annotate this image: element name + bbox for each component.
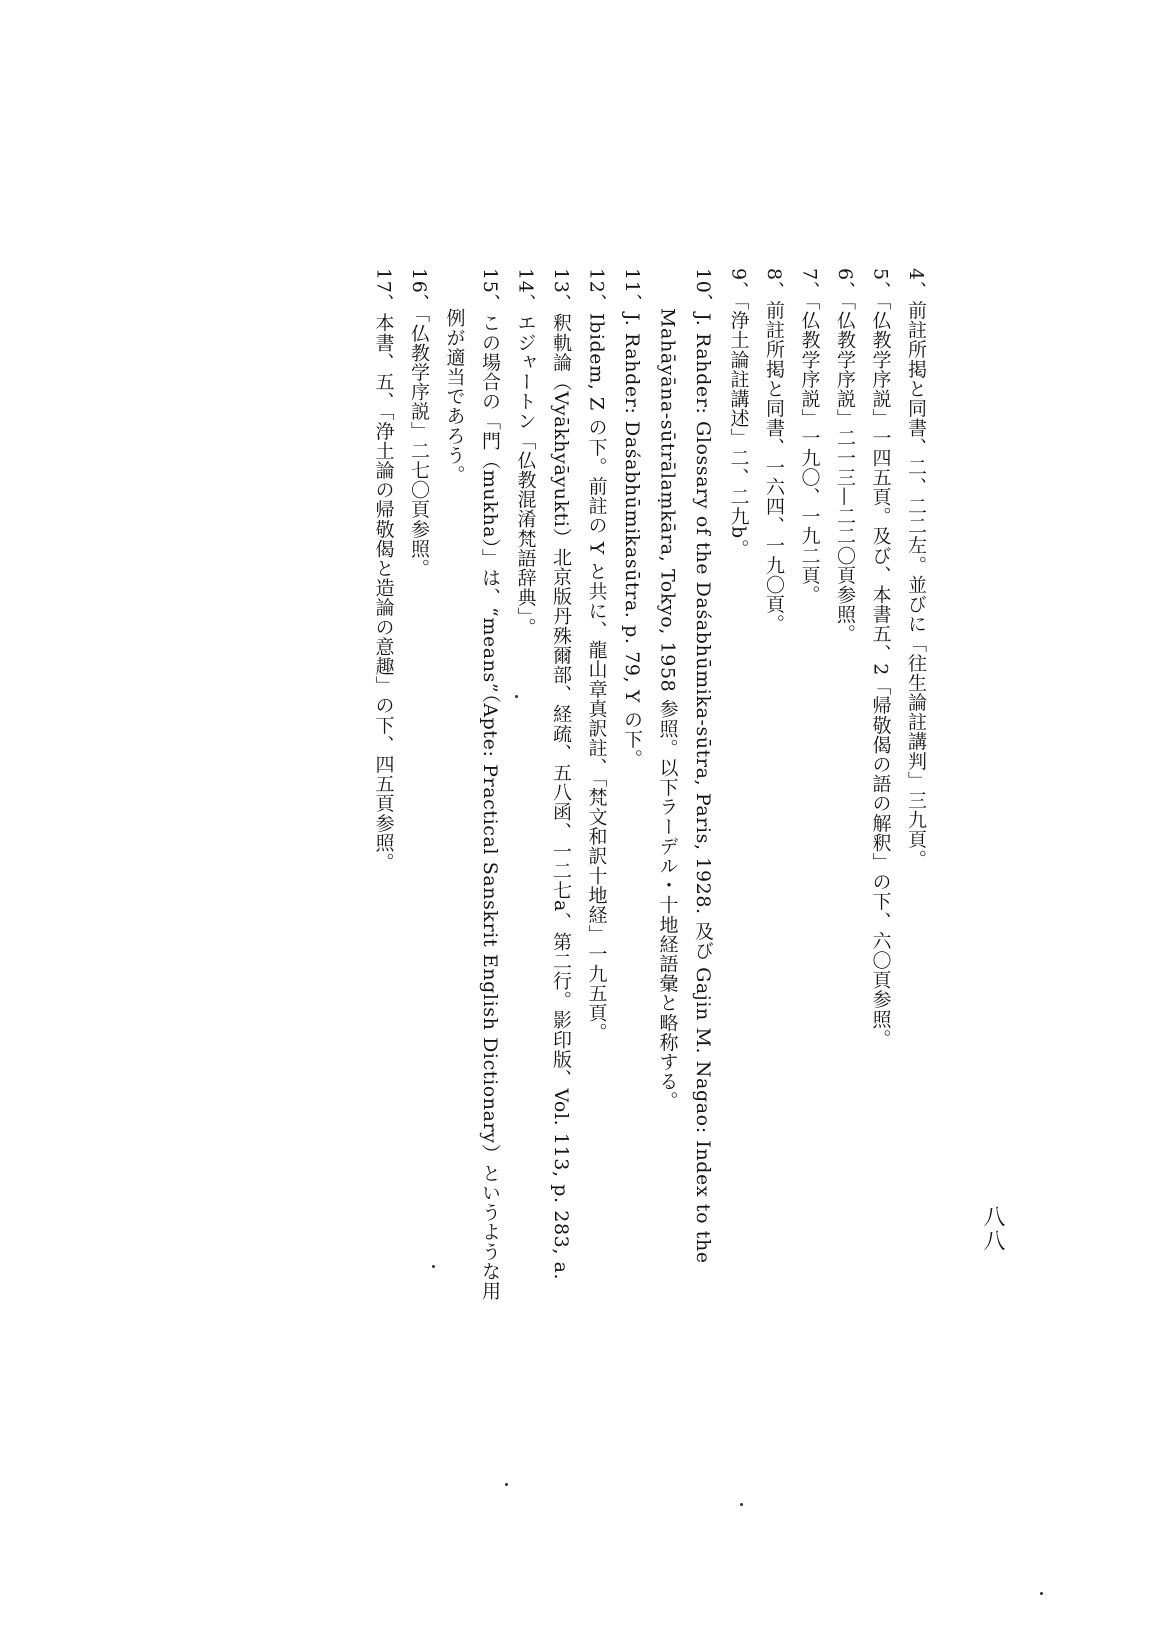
scan-speck [515, 695, 518, 698]
footnote-item [791, 268, 827, 1498]
footnote-number: 17、 [372, 268, 395, 313]
footnote-continuation: Mahāyāna-sūtrālaṃkāra, Tokyo, 1958 参照。以下ラーデル・十地経語彙と略称する。 [656, 308, 679, 1111]
footnote-text: 「仏教学序説」二七〇頁参照。 [408, 312, 430, 578]
footnote-item [614, 268, 650, 1498]
footnote-item [720, 268, 756, 1498]
footnotes-column [365, 268, 933, 1498]
footnote-text: 「仏教学序説」二一三—二二〇頁参照。 [834, 300, 856, 644]
footnote-item [507, 268, 543, 1498]
footnote-item [898, 268, 934, 1498]
footnote-text: エジャートン「仏教混淆梵語辞典」。 [514, 312, 537, 637]
footnote-item [365, 268, 401, 1498]
footnote-item [685, 268, 721, 1498]
footnote-item [543, 268, 579, 1498]
scan-speck [740, 1503, 743, 1506]
footnote-number: 6、 [834, 268, 856, 301]
footnote-item [401, 268, 437, 1498]
footnote-number: 12、 [585, 268, 608, 313]
footnote-item [862, 268, 898, 1498]
footnote-text: 前註所掲と同書、二、二二左。並びに「往生論註講判」三九頁。 [905, 300, 927, 869]
footnote-text: 「仏教学序説」一九〇、一九二頁。 [798, 300, 821, 605]
footnote-number: 14、 [514, 268, 537, 313]
footnote-text: 釈軌論（Vyākhyāyukti）北京版丹殊爾部、経疏、五八函、一二七a、第二行。影印版、Vol. 113, p. 283, a. [550, 312, 572, 1281]
page-number: 八八 [980, 1205, 1005, 1253]
footnote-item [827, 268, 863, 1498]
footnote-number: 11、 [621, 268, 643, 313]
footnote-text: J. Rahder: Glossary of the Daśabhūmika-sūtra, Paris, 1928. 及び Gajin M. Nagao: Index to the [692, 312, 714, 1264]
footnote-number: 5、 [869, 268, 892, 301]
footnote-text: この場合の「門（mukha）」は、“means”（Apte: Practical Sanskrit English Dictionary）というような用 [479, 312, 501, 1301]
footnote-number: 15、 [479, 268, 501, 313]
footnote-item [756, 268, 792, 1498]
footnote-item [578, 268, 614, 1498]
footnote-text: 前註所掲と同書、一六四、一九〇頁。 [763, 300, 785, 634]
footnote-number: 9、 [727, 268, 750, 301]
footnote-text: 「仏教学序説」一四五頁。及び、本書五、2「帰敬偈の語の解釈」の下、六〇頁参照。 [869, 300, 892, 1049]
footnote-text: Ibidem, Z の下。前註の Y と共に、龍山章真訳註、「梵文和訳十地経」一九五頁。 [585, 312, 608, 1042]
footnote-text: J. Rahder: Daśabhūmikasūtra. p. 79, Y の下。 [621, 312, 643, 769]
footnote-number: 7、 [798, 268, 821, 301]
footnote-text: 「浄土論註講述」二、二九b。 [727, 300, 750, 559]
scan-speck [1040, 1592, 1043, 1595]
scan-speck [432, 1265, 435, 1268]
footnote-number: 8、 [763, 268, 785, 301]
scan-speck [505, 1483, 508, 1486]
footnote-number: 4、 [905, 268, 927, 301]
footnote-number: 16、 [408, 268, 430, 313]
footnote-item [472, 268, 508, 1498]
footnote-text: 本書、五、「浄土論の帰敬偈と造論の意趣」の下、四五頁参照。 [372, 312, 395, 872]
footnote-number: 13、 [550, 268, 572, 313]
footnote-continuation: 例が適当であろう。 [443, 308, 466, 485]
footnote-number: 10、 [692, 268, 714, 313]
